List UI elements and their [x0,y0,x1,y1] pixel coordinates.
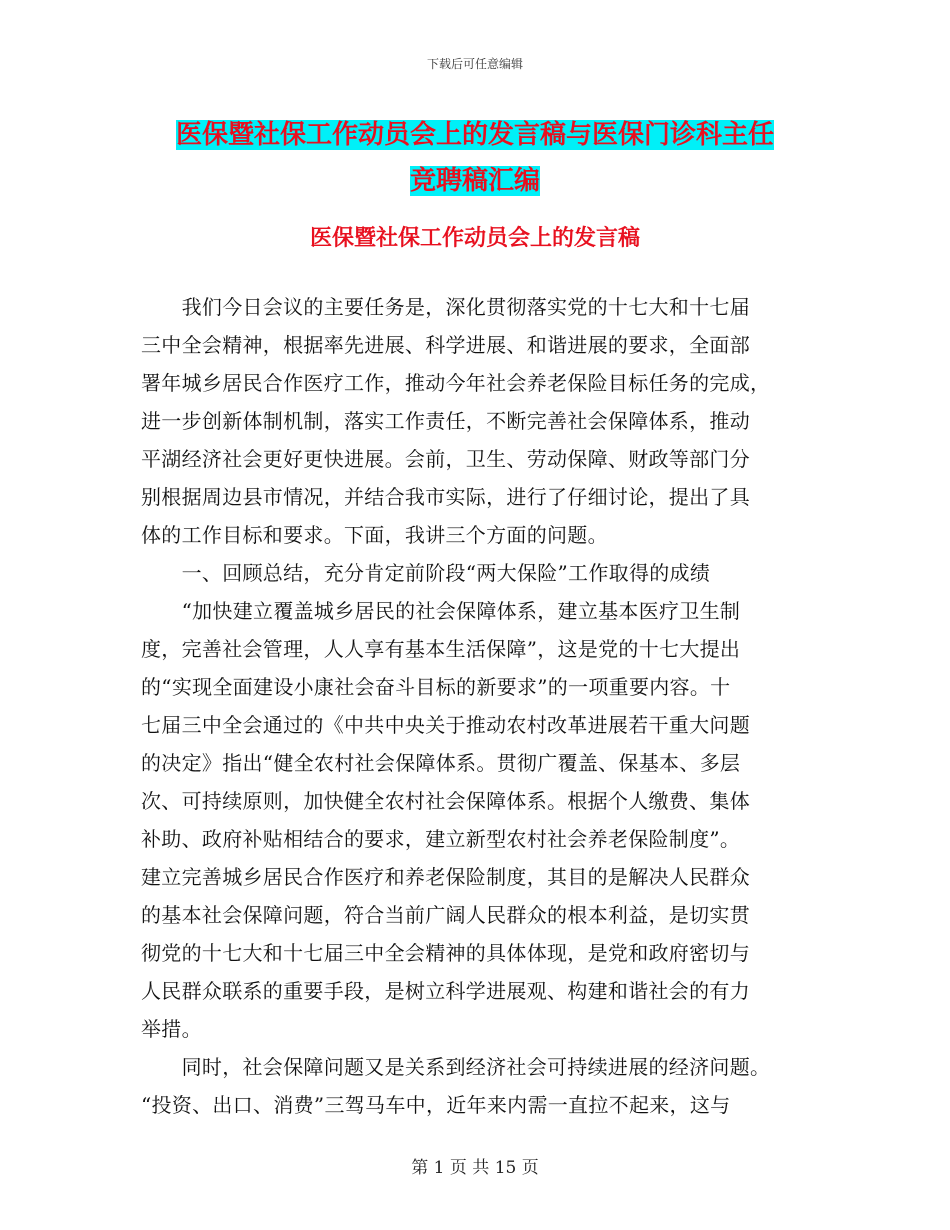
body-line: 进一步创新体制机制，落实工作责任，不断完善社会保障体系，推动 [141,409,750,433]
body-line: 次、可持续原则，加快健全农村社会保障体系。根据个人缴费、集体 [141,789,750,813]
document-title-line-2: 竞聘稿汇编 [409,166,540,196]
body-line: 体的工作目标和要求。下面，我讲三个方面的问题。 [141,523,608,547]
body-line: 一、回顾总结，充分肯定前阶段“两大保险”工作取得的成绩 [141,561,711,585]
body-line: 彻党的十七大和十七届三中全会精神的具体体现，是党和政府密切与 [141,941,750,965]
body-line: 署年城乡居民合作医疗工作，推动今年社会养老保险目标任务的完成， [141,371,771,395]
body-line: 人民群众联系的重要手段，是树立科学进展观、构建和谐社会的有力 [141,979,750,1003]
page-footer: 第 1 页 共 15 页 [411,1158,539,1178]
body-line: 补助、政府补贴相结合的要求，建立新型农村社会养老保险制度”。 [141,827,741,851]
body-line: 三中全会精神，根据率先进展、科学进展、和谐进展的要求，全面部 [141,333,750,357]
body-line: 度，完善社会管理，人人享有基本生活保障”，这是党的十七大提出 [141,637,741,661]
body-text [141,288,809,1124]
body-line: 七届三中全会通过的《中共中央关于推动农村改革进展若干重大问题 [141,713,750,737]
body-line: 的决定》指出“健全农村社会保障体系。贯彻广覆盖、保基本、多层 [141,751,741,775]
header-note: 下载后可任意编辑 [426,57,523,71]
body-line: 平湖经济社会更好更快进展。会前，卫生、劳动保障、财政等部门分 [141,447,750,471]
body-line: 举措。 [141,1017,202,1041]
body-line: 别根据周边县市情况，并结合我市实际，进行了仔细讨论，提出了具 [141,485,750,509]
body-line: 同时，社会保障问题又是关系到经济社会可持续进展的经济问题。 [141,1055,771,1079]
section-title: 医保暨社保工作动员会上的发言稿 [309,225,640,251]
body-line: “加快建立覆盖城乡居民的社会保障体系，建立基本医疗卫生制 [141,599,741,623]
body-line: “投资、出口、消费”三驾马车中，近年来内需一直拉不起来，这与 [141,1093,731,1117]
body-line: 我们今日会议的主要任务是，深化贯彻落实党的十七大和十七届 [141,295,750,319]
document-title-line-1: 医保暨社保工作动员会上的发言稿与医保门诊科主任 [175,120,774,150]
body-line: 的基本社会保障问题，符合当前广阔人民群众的根本利益，是切实贯 [141,903,750,927]
body-line: 建立完善城乡居民合作医疗和养老保险制度，其目的是解决人民群众 [141,865,750,889]
document-title [140,112,810,204]
body-line: 的“实现全面建设小康社会奋斗目标的新要求”的一项重要内容。十 [141,675,731,699]
